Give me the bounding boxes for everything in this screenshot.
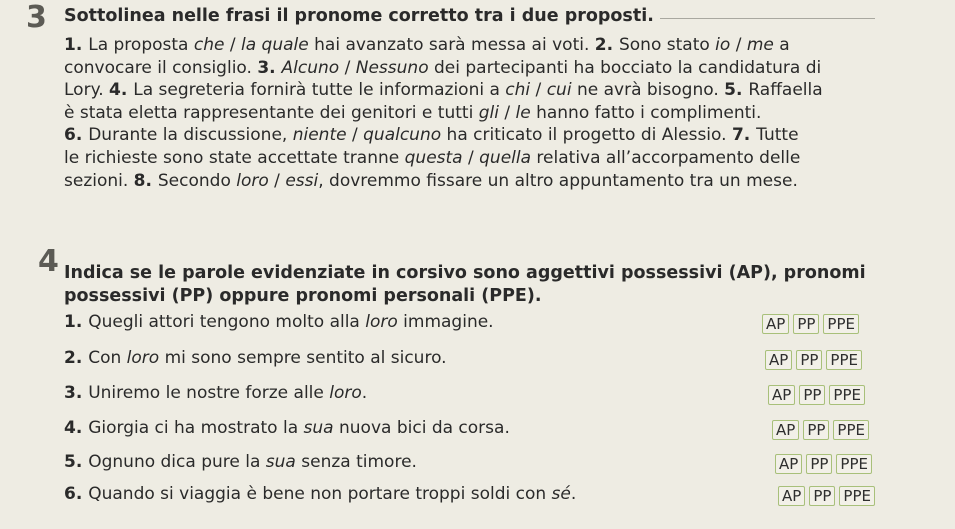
option-ppe-box[interactable]: PPE (833, 420, 869, 440)
exercise-3-line (64, 34, 889, 57)
sentence-text: / (462, 147, 480, 168)
pronoun-choice[interactable]: Nessuno (355, 57, 429, 78)
sentence-text: / (224, 35, 241, 55)
sentence-text: Raffaella (748, 80, 823, 101)
option-ppe-box[interactable]: PPE (839, 486, 875, 506)
item-text: Uniremo le nostre forze alle (88, 383, 330, 403)
sentence-text: , dovremmo fissare un altro appuntamento tra un mese. (318, 170, 798, 191)
header-rule (660, 18, 875, 19)
option-ap-box[interactable]: AP (775, 454, 802, 474)
sentence-text: Sono stato (618, 35, 716, 55)
pronoun-choice[interactable]: io (715, 35, 731, 55)
sentence-text: 8. (133, 170, 158, 191)
item-number: 1. (64, 312, 89, 332)
pronoun-choice[interactable]: niente (292, 125, 347, 146)
exercise-4-item (64, 484, 576, 504)
pronoun-choice[interactable]: qualcuno (363, 125, 442, 146)
sentence-text: / (346, 125, 364, 146)
answer-options (772, 420, 869, 440)
option-pp-box[interactable]: PP (806, 454, 832, 474)
exercise-3-number: 3 (26, 0, 47, 35)
sentence-text: 5. (724, 80, 749, 101)
option-pp-box[interactable]: PP (793, 314, 819, 334)
option-ap-box[interactable]: AP (772, 420, 799, 440)
option-ap-box[interactable]: AP (762, 314, 789, 334)
answer-options (778, 486, 875, 506)
item-text: Quegli attori tengono molto alla (88, 312, 366, 332)
sentence-text: 4. (109, 80, 134, 101)
item-number: 4. (64, 418, 89, 438)
sentence-text: ne avrà bisogno. (571, 80, 725, 101)
sentence-text: / (268, 170, 286, 191)
exercise-3-line (64, 57, 889, 80)
item-number: 2. (64, 348, 89, 368)
sentence-text: ha criticato il progetto di Alessio. (441, 125, 732, 146)
sentence-text: / (498, 102, 516, 123)
exercise-3-line (64, 147, 889, 170)
answer-options (765, 350, 862, 370)
pronoun-choice[interactable]: le (515, 102, 531, 123)
sentence-text: 1. (64, 35, 89, 55)
highlighted-word: loro (126, 348, 160, 368)
exercise-4-title: Indica se le parole evidenziate in corsivo sono aggettivi possessivi (AP), pronomi possessivi (PP) oppure pronomi personali (PPE). (64, 263, 866, 306)
sentence-text: La segreteria fornirà tutte le informazioni a (133, 80, 506, 101)
sentence-text: le richieste sono state accettate tranne (64, 147, 405, 168)
item-text: Con (88, 348, 127, 368)
item-text: Quando si viaggia è bene non portare troppi soldi con (88, 484, 552, 504)
option-ap-box[interactable]: AP (778, 486, 805, 506)
exercise-3-line (64, 170, 889, 193)
option-pp-box[interactable]: PP (803, 420, 829, 440)
sentence-text: / (530, 80, 547, 101)
pronoun-choice[interactable]: questa (404, 147, 463, 168)
option-ppe-box[interactable]: PPE (829, 385, 865, 405)
highlighted-word: loro (329, 383, 362, 403)
exercise-3-line (64, 102, 889, 125)
item-text: mi sono sempre sentito al sicuro. (159, 348, 447, 368)
pronoun-choice[interactable]: quella (479, 147, 532, 168)
option-ap-box[interactable]: AP (768, 385, 795, 405)
exercise-3-line (64, 79, 889, 102)
exercise-4-item (64, 418, 510, 438)
pronoun-choice[interactable]: loro (236, 170, 269, 191)
option-pp-box[interactable]: PP (809, 486, 835, 506)
sentence-text: relativa all’accorpamento delle (531, 147, 801, 168)
option-ppe-box[interactable]: PPE (826, 350, 862, 370)
option-ppe-box[interactable]: PPE (823, 314, 859, 334)
pronoun-choice[interactable]: gli (478, 102, 499, 123)
answer-options (775, 454, 872, 474)
sentence-text: 6. (64, 125, 89, 146)
item-number: 6. (64, 484, 89, 504)
item-text: nuova bici da corsa. (333, 418, 510, 438)
exercise-4-item (64, 348, 447, 368)
sentence-text: Secondo (157, 170, 237, 191)
item-text: Giorgia ci ha mostrato la (88, 418, 304, 438)
answer-options (762, 314, 859, 334)
exercise-3-title: Sottolinea nelle frasi il pronome corretto tra i due proposti. (64, 6, 654, 26)
sentence-text: dei partecipanti ha bocciato la candidatura di (428, 57, 822, 78)
sentence-text: è stata eletta rappresentante dei genitori e tutti (64, 102, 479, 123)
sentence-text: Lory. (64, 80, 110, 101)
exercise-4-item (64, 452, 417, 472)
option-ap-box[interactable]: AP (765, 350, 792, 370)
pronoun-choice[interactable]: chi (505, 80, 531, 101)
item-number: 5. (64, 452, 89, 472)
sentence-text: 7. (731, 125, 757, 146)
sentence-text: hanno fatto i complimenti. (530, 102, 762, 123)
sentence-text: / (730, 35, 747, 55)
option-pp-box[interactable]: PP (796, 350, 822, 370)
highlighted-word: loro (365, 312, 398, 332)
sentence-text: Tutte (756, 125, 799, 146)
pronoun-choice[interactable]: cui (546, 80, 572, 101)
item-text: . (570, 484, 577, 504)
pronoun-choice[interactable]: che (193, 35, 225, 55)
answer-options (768, 385, 865, 405)
sentence-text: sezioni. (64, 170, 134, 191)
sentence-text: 2. (594, 35, 619, 55)
item-number: 3. (64, 383, 89, 403)
highlighted-word: sua (265, 452, 296, 472)
item-text: . (361, 383, 368, 403)
option-ppe-box[interactable]: PPE (836, 454, 872, 474)
sentence-text: La proposta (88, 35, 194, 55)
highlighted-word: sé (551, 484, 571, 504)
item-text: immagine. (397, 312, 494, 332)
sentence-text: convocare il consiglio. (64, 57, 258, 78)
highlighted-word: sua (303, 418, 334, 438)
item-text: senza timore. (295, 452, 417, 472)
pronoun-choice[interactable]: me (746, 35, 774, 55)
item-text: Ognuno dica pure la (88, 452, 266, 472)
option-pp-box[interactable]: PP (799, 385, 825, 405)
exercise-4-number: 4 (38, 244, 59, 279)
sentence-text: a (773, 35, 790, 55)
exercise-4-item (64, 383, 367, 403)
sentence-text: 3. (257, 57, 282, 78)
exercise-3-body (64, 34, 889, 192)
pronoun-choice[interactable]: Alcuno (281, 57, 340, 78)
exercise-4-item (64, 312, 494, 332)
pronoun-choice[interactable]: essi (285, 170, 319, 191)
sentence-text: Durante la discussione, (88, 125, 293, 146)
pronoun-choice[interactable]: la quale (241, 35, 309, 55)
sentence-text: hai avanzato sarà messa ai voti. (308, 35, 595, 55)
sentence-text: / (339, 57, 356, 78)
exercise-3-line (64, 124, 889, 147)
